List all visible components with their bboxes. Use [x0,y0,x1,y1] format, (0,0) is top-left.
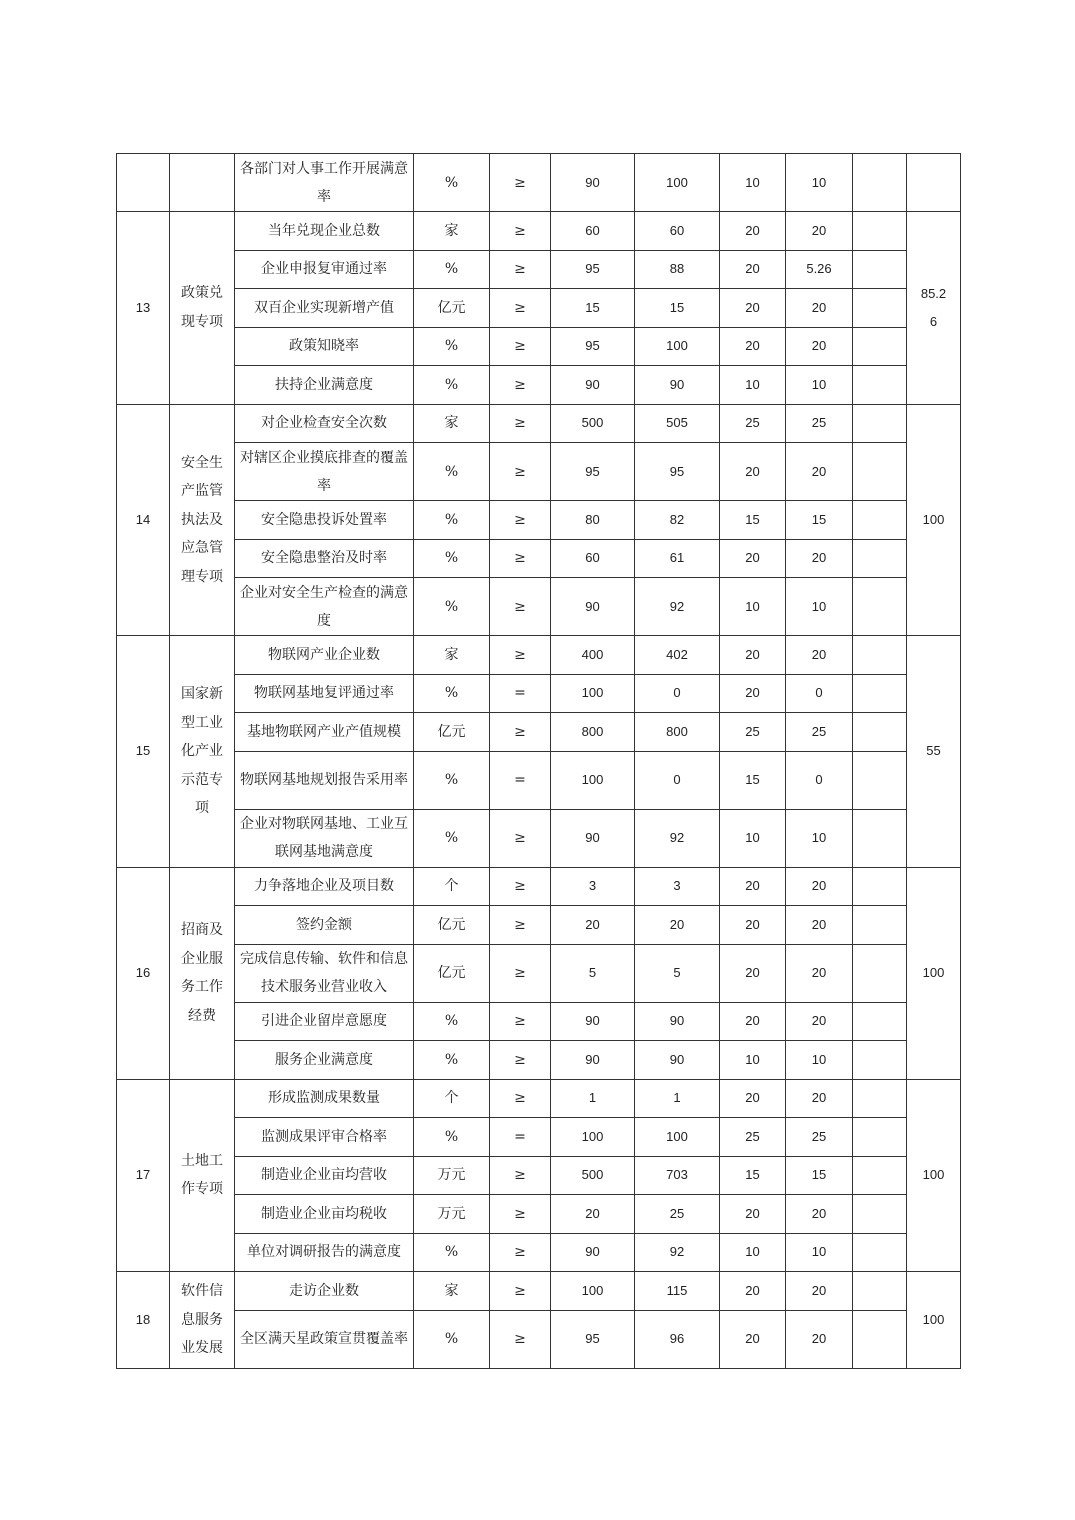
actual-cell: 90 [635,1041,720,1080]
blank-cell [853,713,907,752]
indicator-cell: 对企业检查安全次数 [235,404,414,443]
score-cell: 25 [786,1118,853,1157]
table-row [117,751,961,809]
actual-cell: 60 [635,212,720,251]
target-cell: 90 [551,154,635,212]
weight-cell: 20 [720,1272,786,1311]
project-name-cell: 土地工作专项 [170,1079,235,1272]
actual-cell: 20 [635,906,720,945]
indicator-cell: 安全隐患整治及时率 [235,539,414,578]
project-name-cell: 招商及企业服务工作经费 [170,867,235,1079]
unit-cell: 亿元 [414,906,490,945]
weight-cell: 25 [720,713,786,752]
actual-cell: 95 [635,443,720,501]
table-row [117,1233,961,1272]
blank-cell [853,1156,907,1195]
actual-cell: 0 [635,674,720,713]
actual-cell: 96 [635,1310,720,1368]
project-name-cell: 国家新型工业化产业示范专项 [170,636,235,868]
operator-cell: = [490,751,551,809]
blank-cell [853,1272,907,1311]
target-cell: 500 [551,404,635,443]
total-score-cell [907,154,961,212]
unit-cell: 个 [414,1079,490,1118]
operator-cell: ≥ [490,501,551,540]
score-cell: 20 [786,906,853,945]
table-row [117,1195,961,1234]
target-cell: 5 [551,944,635,1002]
score-cell: 15 [786,1156,853,1195]
operator-cell: ≥ [490,636,551,675]
target-cell: 500 [551,1156,635,1195]
target-cell: 60 [551,539,635,578]
table-row [117,1156,961,1195]
table-row [117,1272,961,1311]
operator-cell: ≥ [490,906,551,945]
score-cell: 5.26 [786,250,853,289]
blank-cell [853,404,907,443]
weight-cell: 10 [720,366,786,405]
indicator-cell: 签约金额 [235,906,414,945]
table-row [117,289,961,328]
unit-cell: 个 [414,867,490,906]
actual-cell: 82 [635,501,720,540]
blank-cell [853,1118,907,1157]
score-cell: 10 [786,809,853,867]
weight-cell: 15 [720,751,786,809]
table-row [117,250,961,289]
target-cell: 95 [551,443,635,501]
actual-cell: 100 [635,154,720,212]
operator-cell: ≥ [490,443,551,501]
operator-cell: ≥ [490,1272,551,1311]
indicator-cell: 基地物联网产业产值规模 [235,713,414,752]
project-name-cell [170,154,235,212]
total-score-cell: 55 [907,636,961,868]
actual-cell: 92 [635,809,720,867]
unit-cell: % [414,578,490,636]
blank-cell [853,578,907,636]
operator-cell: ≥ [490,327,551,366]
target-cell: 90 [551,1041,635,1080]
unit-cell: % [414,1041,490,1080]
actual-cell: 90 [635,1002,720,1041]
total-score-cell: 85.26 [907,212,961,405]
target-cell: 100 [551,1272,635,1311]
score-cell: 20 [786,539,853,578]
operator-cell: ≥ [490,1041,551,1080]
weight-cell: 20 [720,636,786,675]
operator-cell: ≥ [490,867,551,906]
score-cell: 10 [786,154,853,212]
score-cell: 25 [786,404,853,443]
table-row [117,327,961,366]
actual-cell: 100 [635,1118,720,1157]
blank-cell [853,867,907,906]
score-cell: 25 [786,713,853,752]
total-score-cell: 100 [907,1272,961,1369]
actual-cell: 92 [635,578,720,636]
actual-cell: 88 [635,250,720,289]
blank-cell [853,809,907,867]
indicator-cell: 企业对物联网基地、工业互联网基地满意度 [235,809,414,867]
target-cell: 20 [551,906,635,945]
score-cell: 20 [786,1079,853,1118]
score-cell: 10 [786,578,853,636]
indicator-cell: 物联网产业企业数 [235,636,414,675]
weight-cell: 10 [720,1041,786,1080]
unit-cell: 万元 [414,1195,490,1234]
target-cell: 3 [551,867,635,906]
table-row [117,212,961,251]
score-cell: 20 [786,289,853,328]
score-cell: 20 [786,1310,853,1368]
weight-cell: 20 [720,1195,786,1234]
score-cell: 10 [786,1041,853,1080]
weight-cell: 20 [720,944,786,1002]
score-cell: 20 [786,1002,853,1041]
unit-cell: 亿元 [414,289,490,328]
blank-cell [853,1310,907,1368]
project-no-cell: 18 [117,1272,170,1369]
no-cell [117,154,170,212]
weight-cell: 10 [720,578,786,636]
weight-cell: 20 [720,867,786,906]
indicator-cell: 安全隐患投诉处置率 [235,501,414,540]
actual-cell: 115 [635,1272,720,1311]
score-cell: 20 [786,212,853,251]
actual-cell: 1 [635,1079,720,1118]
unit-cell: % [414,1118,490,1157]
table-row [117,1118,961,1157]
unit-cell: % [414,250,490,289]
blank-cell [853,636,907,675]
actual-cell: 402 [635,636,720,675]
actual-cell: 5 [635,944,720,1002]
blank-cell [853,674,907,713]
table-row [117,404,961,443]
operator-cell: ≥ [490,1233,551,1272]
weight-cell: 15 [720,501,786,540]
actual-cell: 0 [635,751,720,809]
unit-cell: 家 [414,404,490,443]
operator-cell: ≥ [490,944,551,1002]
project-name-cell: 安全生产监管执法及应急管理专项 [170,404,235,636]
blank-cell [853,751,907,809]
target-cell: 800 [551,713,635,752]
weight-cell: 20 [720,906,786,945]
indicator-cell: 引进企业留岸意愿度 [235,1002,414,1041]
weight-cell: 15 [720,1156,786,1195]
weight-cell: 20 [720,212,786,251]
weight-cell: 10 [720,154,786,212]
blank-cell [853,1002,907,1041]
table-row [117,944,961,1002]
table-row [117,1079,961,1118]
unit-cell: % [414,539,490,578]
unit-cell: 万元 [414,1156,490,1195]
indicator-cell: 企业对安全生产检查的满意度 [235,578,414,636]
target-cell: 90 [551,1002,635,1041]
actual-cell: 703 [635,1156,720,1195]
indicator-cell: 单位对调研报告的满意度 [235,1233,414,1272]
target-cell: 20 [551,1195,635,1234]
weight-cell: 20 [720,1079,786,1118]
actual-cell: 100 [635,327,720,366]
operator-cell: ≥ [490,1156,551,1195]
score-cell: 20 [786,867,853,906]
score-cell: 20 [786,1195,853,1234]
weight-cell: 20 [720,1310,786,1368]
total-score-cell: 100 [907,404,961,636]
indicator-cell: 力争落地企业及项目数 [235,867,414,906]
indicator-cell: 当年兑现企业总数 [235,212,414,251]
target-cell: 100 [551,751,635,809]
total-score-cell: 100 [907,867,961,1079]
weight-cell: 20 [720,539,786,578]
target-cell: 95 [551,250,635,289]
target-cell: 80 [551,501,635,540]
table-row [117,636,961,675]
score-cell: 0 [786,674,853,713]
unit-cell: % [414,1310,490,1368]
table-row [117,443,961,501]
target-cell: 90 [551,366,635,405]
project-no-cell: 17 [117,1079,170,1272]
indicator-cell: 监测成果评审合格率 [235,1118,414,1157]
target-cell: 95 [551,1310,635,1368]
operator-cell: ≥ [490,289,551,328]
actual-cell: 3 [635,867,720,906]
indicator-cell: 走访企业数 [235,1272,414,1311]
weight-cell: 25 [720,1118,786,1157]
blank-cell [853,443,907,501]
weight-cell: 25 [720,404,786,443]
unit-cell: % [414,154,490,212]
operator-cell: ≥ [490,809,551,867]
unit-cell: % [414,674,490,713]
score-cell: 20 [786,1272,853,1311]
unit-cell: % [414,443,490,501]
actual-cell: 92 [635,1233,720,1272]
indicator-cell: 全区满天星政策宣贯覆盖率 [235,1310,414,1368]
target-cell: 90 [551,809,635,867]
unit-cell: 亿元 [414,944,490,1002]
weight-cell: 10 [720,809,786,867]
table-row [117,906,961,945]
operator-cell: ≥ [490,713,551,752]
score-cell: 10 [786,1233,853,1272]
table-row [117,1041,961,1080]
indicator-cell: 政策知晓率 [235,327,414,366]
indicator-cell: 各部门对人事工作开展满意率 [235,154,414,212]
blank-cell [853,212,907,251]
blank-cell [853,289,907,328]
project-no-cell: 14 [117,404,170,636]
score-cell: 0 [786,751,853,809]
table-row [117,366,961,405]
operator-cell: ≥ [490,366,551,405]
operator-cell: = [490,674,551,713]
target-cell: 100 [551,1118,635,1157]
project-name-cell: 政策兑现专项 [170,212,235,405]
operator-cell: ≥ [490,578,551,636]
actual-cell: 800 [635,713,720,752]
unit-cell: % [414,327,490,366]
operator-cell: = [490,1118,551,1157]
table-row [117,713,961,752]
operator-cell: ≥ [490,404,551,443]
indicator-cell: 服务企业满意度 [235,1041,414,1080]
target-cell: 95 [551,327,635,366]
unit-cell: % [414,366,490,405]
weight-cell: 20 [720,289,786,328]
table-row [117,501,961,540]
score-cell: 10 [786,366,853,405]
table-row [117,154,961,212]
blank-cell [853,250,907,289]
indicator-cell: 物联网基地规划报告采用率 [235,751,414,809]
weight-cell: 20 [720,1002,786,1041]
blank-cell [853,1233,907,1272]
indicator-cell: 形成监测成果数量 [235,1079,414,1118]
unit-cell: 家 [414,212,490,251]
blank-cell [853,944,907,1002]
indicator-cell: 物联网基地复评通过率 [235,674,414,713]
table-row [117,539,961,578]
indicator-cell: 对辖区企业摸底排查的覆盖率 [235,443,414,501]
operator-cell: ≥ [490,1195,551,1234]
blank-cell [853,1041,907,1080]
indicator-cell: 制造业企业亩均营收 [235,1156,414,1195]
unit-cell: % [414,809,490,867]
target-cell: 90 [551,578,635,636]
unit-cell: 家 [414,636,490,675]
total-score-cell: 100 [907,1079,961,1272]
operator-cell: ≥ [490,212,551,251]
operator-cell: ≥ [490,250,551,289]
actual-cell: 25 [635,1195,720,1234]
score-cell: 15 [786,501,853,540]
performance-table [116,153,961,1369]
indicator-cell: 制造业企业亩均税收 [235,1195,414,1234]
actual-cell: 61 [635,539,720,578]
target-cell: 100 [551,674,635,713]
blank-cell [853,366,907,405]
indicator-cell: 企业申报复审通过率 [235,250,414,289]
score-cell: 20 [786,636,853,675]
actual-cell: 505 [635,404,720,443]
unit-cell: % [414,1002,490,1041]
operator-cell: ≥ [490,539,551,578]
score-cell: 20 [786,327,853,366]
table-row [117,1002,961,1041]
blank-cell [853,539,907,578]
actual-cell: 90 [635,366,720,405]
blank-cell [853,1195,907,1234]
unit-cell: 家 [414,1272,490,1311]
project-no-cell: 16 [117,867,170,1079]
score-cell: 20 [786,443,853,501]
weight-cell: 20 [720,674,786,713]
blank-cell [853,327,907,366]
table-row [117,809,961,867]
blank-cell [853,501,907,540]
weight-cell: 20 [720,327,786,366]
project-no-cell: 13 [117,212,170,405]
indicator-cell: 完成信息传输、软件和信息技术服务业营业收入 [235,944,414,1002]
operator-cell: ≥ [490,1002,551,1041]
score-cell: 20 [786,944,853,1002]
weight-cell: 10 [720,1233,786,1272]
table-row [117,674,961,713]
target-cell: 400 [551,636,635,675]
weight-cell: 20 [720,443,786,501]
unit-cell: % [414,1233,490,1272]
unit-cell: 亿元 [414,713,490,752]
unit-cell: % [414,751,490,809]
operator-cell: ≥ [490,1079,551,1118]
blank-cell [853,906,907,945]
unit-cell: % [414,501,490,540]
target-cell: 15 [551,289,635,328]
indicator-cell: 扶持企业满意度 [235,366,414,405]
operator-cell: ≥ [490,154,551,212]
target-cell: 1 [551,1079,635,1118]
table-row [117,867,961,906]
table-row [117,578,961,636]
indicator-cell: 双百企业实现新增产值 [235,289,414,328]
operator-cell: ≥ [490,1310,551,1368]
target-cell: 60 [551,212,635,251]
project-name-cell: 软件信息服务业发展 [170,1272,235,1369]
actual-cell: 15 [635,289,720,328]
weight-cell: 20 [720,250,786,289]
blank-cell [853,1079,907,1118]
project-no-cell: 15 [117,636,170,868]
blank-cell [853,154,907,212]
table-row [117,1310,961,1368]
target-cell: 90 [551,1233,635,1272]
